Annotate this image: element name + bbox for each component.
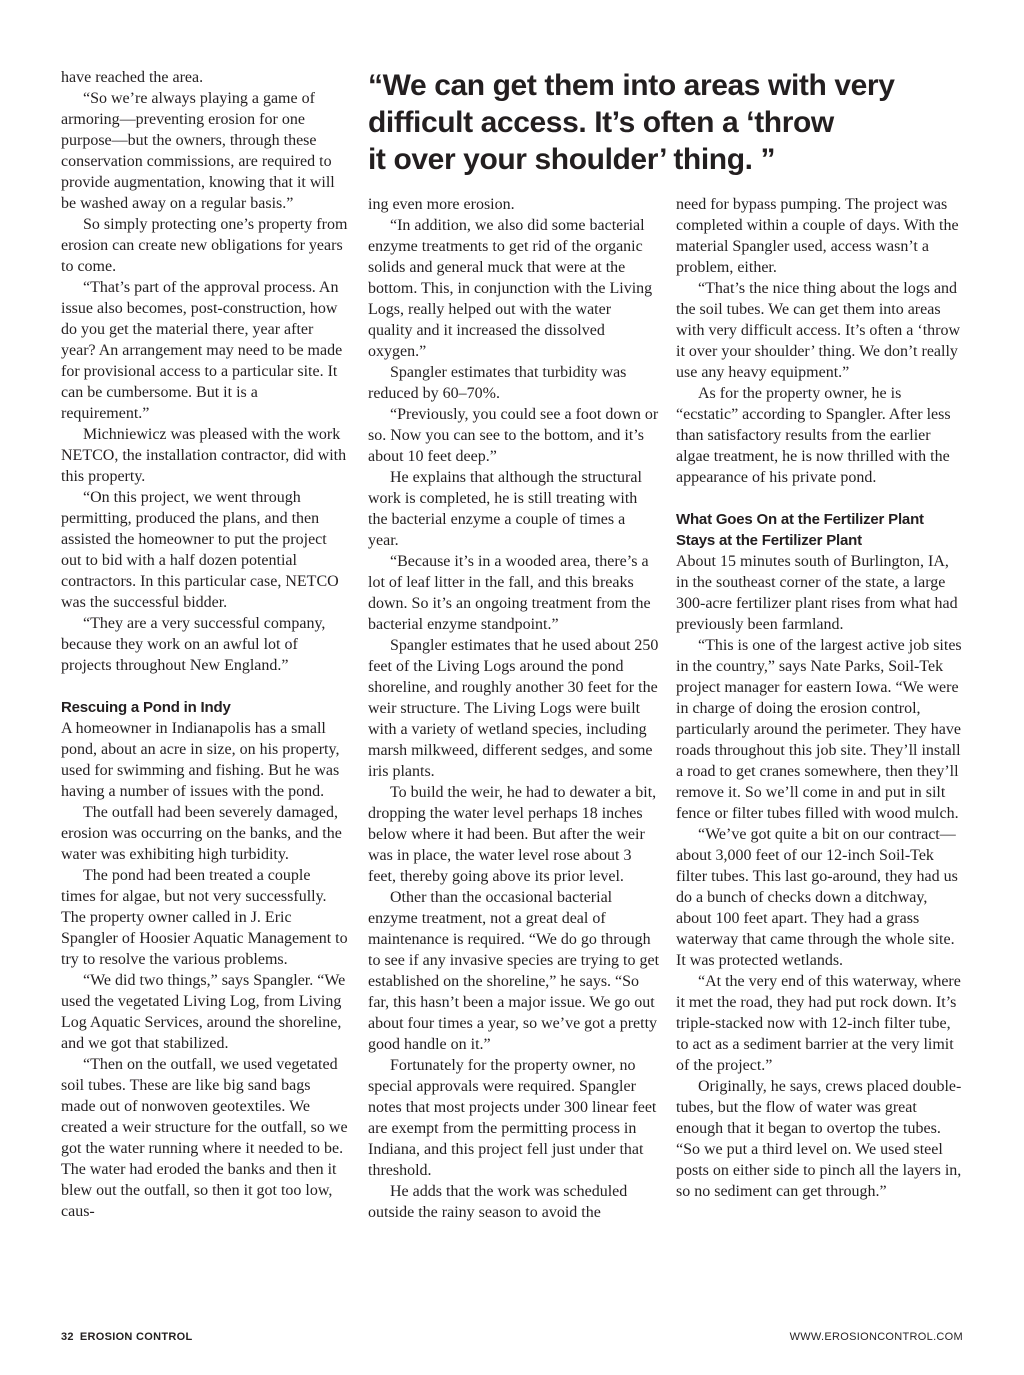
paragraph: have reached the area.: [61, 69, 204, 86]
paragraph: Other than the occasional bacterial enzyme treatment, not a great deal of maintenance is required. “We do go through to see if any invasive species are trying to get established on the shoreline,” he says. “So far, this hasn’t been a major issue. We go out about four times a year, so we’ve got a pretty good handle on it.”: [368, 889, 660, 1053]
article-column-2: [368, 194, 659, 1223]
paragraph: “On this project, we went through permitting, produced the plans, and then assisted the homeowner to put the project out to bid with a half dozen potential contractors. In this particular case, NETCO was the successful bidder.: [61, 489, 339, 611]
website-url: WWW.EROSIONCONTROL.COM: [789, 1331, 963, 1343]
pull-quote-line: difficult access. It’s often a ‘throw: [368, 106, 834, 139]
paragraph: “We did two things,” says Spangler. “We used the vegetated Living Log, from Living Log Aquatic Services, around the shoreline, and we got that stabilized.: [61, 972, 346, 1052]
paragraph: About 15 minutes south of Burlington, IA, in the southeast corner of the state, a large 300-acre fertilizer plant rises from what had previously been farmland.: [676, 553, 958, 633]
page-footer-left: [61, 1331, 193, 1343]
paragraph: So simply protecting one’s property from erosion can create new obligations for years to come.: [61, 216, 348, 275]
paragraph: “Then on the outfall, we used vegetated soil tubes. These are like big sand bags made out of nonwoven geotextiles. We created a weir structure for the outfall, so we got the water running where it needed to be. The water had eroded the banks and then it blew out the outfall, so then it got too low, caus-: [61, 1056, 348, 1220]
page-number: 32: [61, 1331, 74, 1343]
paragraph: Originally, he says, crews placed double-tubes, but the flow of water was great enough that it began to overtop the tubes. “So we put a third level on. We used steel posts on either side to pinch all the layers in, so no sediment can get through.”: [676, 1078, 962, 1200]
paragraph: “Because it’s in a wooded area, there’s a lot of leaf litter in the fall, and this breaks down. So it’s an ongoing treatment from the bacterial enzyme standpoint.”: [368, 553, 651, 633]
paragraph: “In addition, we also did some bacterial enzyme treatments to get rid of the organic solids and general muck that were at the bottom. This, in conjunction with the Living Logs, really helped out with the water quality and it increased the dissolved oxygen.”: [368, 217, 653, 360]
paragraph: Michniewicz was pleased with the work NETCO, the installation contractor, did with this property.: [61, 426, 347, 485]
section-heading: Rescuing a Pond in Indy: [61, 699, 231, 716]
publication-name: EROSION CONTROL: [79, 1331, 193, 1343]
paragraph: “That’s part of the approval process. An issue also becomes, post-construction, how do you get the material there, year after year? An arrangement may need to be made for provisional access to a particular site. It can be cumbersome. But it is a requirement.”: [61, 279, 343, 422]
paragraph: He explains that although the structural work is completed, he is still treating with the bacterial enzyme a couple of times a year.: [368, 469, 642, 549]
pull-quote: [368, 67, 968, 178]
paragraph: A homeowner in Indianapolis has a small pond, about an acre in size, on his property, used for swimming and fishing. But he was having a number of issues with the pond.: [61, 720, 340, 800]
paragraph: Fortunately for the property owner, no special approvals were required. Spangler notes that most projects under 300 linear feet are exempt from the permitting process in Indiana, and this project fell just under that threshold.: [368, 1057, 657, 1179]
paragraph: “Previously, you could see a foot down or so. Now you can see to the bottom, and it’s about 10 feet deep.”: [368, 406, 659, 465]
paragraph: The pond had been treated a couple times for algae, but not very successfully. The property owner called in J. Eric Spangler of Hoosier Aquatic Management to try to resolve the various problems.: [61, 867, 348, 968]
paragraph: “At the very end of this waterway, where it met the road, they had put rock down. It’s triple-stacked now with 12-inch filter tube, to act as a sediment barrier at the very limit of the project.”: [676, 973, 961, 1074]
paragraph: He adds that the work was scheduled outside the rainy season to avoid the: [368, 1183, 628, 1221]
article-column-1: [61, 67, 349, 1222]
paragraph: As for the property owner, he is “ecstatic” according to Spangler. After less than satisfactory results from the earlier algae treatment, he is now thrilled with the appearance of his private pond.: [676, 385, 951, 486]
paragraph: “They are a very successful company, because they work on an awful lot of projects throughout New England.”: [61, 615, 326, 674]
paragraph: ing even more erosion.: [368, 196, 515, 213]
pull-quote-line: “We can get them into areas with very: [368, 69, 895, 102]
article-column-3: [676, 194, 963, 1202]
paragraph: “We’ve got quite a bit on our contract—about 3,000 feet of our 12-inch Soil-Tek filter tubes. This last go-around, they had us do a bunch of checks down a ditchway, about 100 feet apart. They had a grass waterway that came through the whole site. It was protected wetlands.: [676, 826, 958, 969]
paragraph: “This is one of the largest active job sites in the country,” says Nate Parks, Soil-Tek project manager for eastern Iowa. “We were in charge of doing the erosion control, particularly around the perimeter. They have roads throughout this job site. They’ll install a road to get cranes somewhere, then they’ll remove it. So we’ll come in and put in silt fence or filter tubes filled with wood mulch.: [676, 637, 962, 822]
paragraph: Spangler estimates that he used about 250 feet of the Living Logs around the pond shoreline, and roughly another 30 feet for the weir structure. The Living Logs were built with a variety of wetland species, including marsh milkweed, different sedges, and some iris plants.: [368, 637, 659, 780]
paragraph: need for bypass pumping. The project was completed within a couple of days. With the material Spangler used, access wasn’t a problem, either.: [676, 196, 959, 276]
paragraph: Spangler estimates that turbidity was reduced by 60–70%.: [368, 364, 627, 402]
paragraph: “So we’re always playing a game of armoring—preventing erosion for one purpose—but the owners, through these conservation commissions, are required to provide augmentation, knowing that it will be washed away on a regular basis.”: [61, 90, 335, 212]
pull-quote-line: it over your shoulder’ thing. ”: [368, 143, 776, 176]
paragraph: The outfall had been severely damaged, erosion was occurring on the banks, and the water was exhibiting high turbidity.: [61, 804, 342, 863]
paragraph: To build the weir, he had to dewater a bit, dropping the water level perhaps 18 inches below where it had been. But after the weir was in place, the water level rose about 3 feet, thereby going above its prior level.: [368, 784, 657, 885]
paragraph: “That’s the nice thing about the logs and the soil tubes. We can get them into areas with very difficult access. It’s often a ‘throw it over your shoulder’ thing. We don’t really use any heavy equipment.”: [676, 280, 961, 381]
section-heading: What Goes On at the Fertilizer Plant Stays at the Fertilizer Plant: [676, 511, 924, 549]
